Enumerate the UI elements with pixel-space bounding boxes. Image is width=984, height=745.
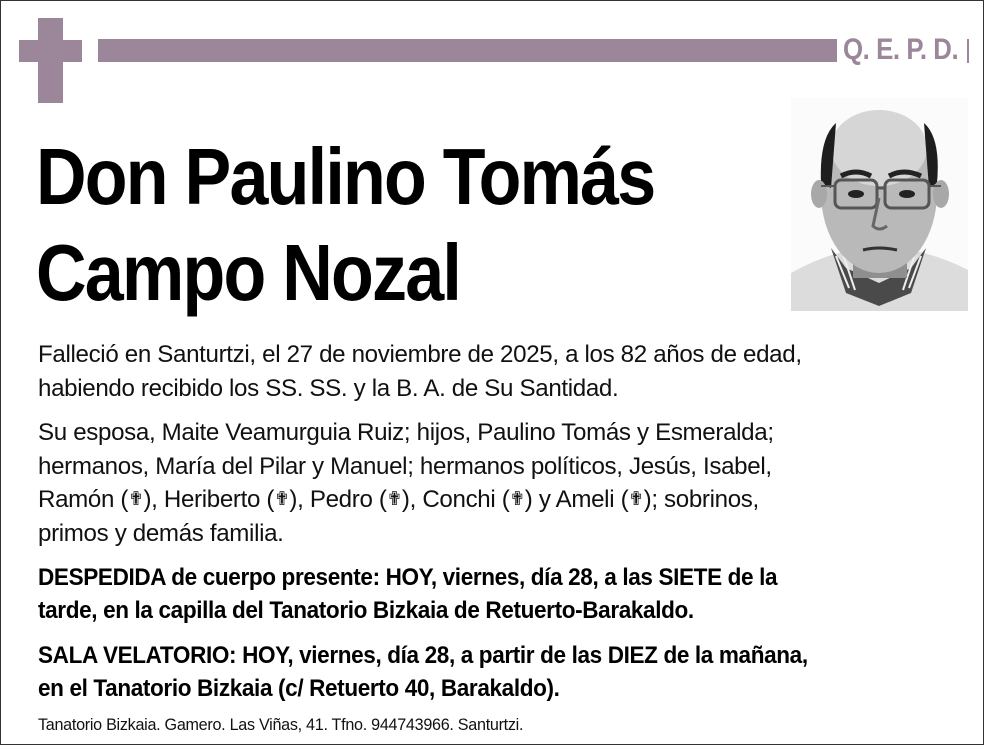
- wake-line: SALA VELATORIO: HOY, viernes, día 28, a partir de las DIEZ de la mañana,: [38, 642, 808, 669]
- family-text-segment: ), Conchi (: [401, 486, 510, 513]
- funeral-home-footer: [38, 714, 968, 736]
- family-text-segment: ), Heriberto (: [143, 486, 275, 513]
- family-text-segment: ) y Ameli (: [524, 486, 629, 513]
- family-line-deceased-siblings: [38, 483, 954, 517]
- family-text-segment: ), Pedro (: [289, 486, 387, 513]
- funeral-home-info: Tanatorio Bizkaia. Gamero. Las Viñas, 41. Tfno. 944743966. Santurtzi.: [38, 715, 524, 734]
- portrait-photo: [791, 98, 968, 311]
- deceased-cross-icon: ✟: [509, 489, 525, 510]
- header-rule-end: [967, 39, 969, 63]
- farewell-paragraph: [38, 561, 968, 628]
- deceased-cross-icon: ✟: [128, 489, 144, 510]
- family-text-segment: Ramón (: [38, 486, 129, 513]
- header-rule: [98, 39, 837, 62]
- family-line: primos y demás familia.: [38, 519, 284, 547]
- farewell-line: tarde, en la capilla del Tanatorio Bizkaia de Retuerto-Barakaldo.: [38, 597, 694, 625]
- deceased-name: [36, 129, 736, 321]
- latin-cross-icon-arm: [19, 40, 82, 62]
- qepd-label: Q. E. P. D.: [843, 33, 959, 66]
- farewell-line: DESPEDIDA de cuerpo presente: HOY, viernes, día 28, a las SIETE de la: [38, 564, 778, 591]
- family-line: Su esposa, Maite Veamurguia Ruiz; hijos, Paulino Tomás y Esmeralda;: [38, 419, 774, 446]
- wake-line: en el Tanatorio Bizkaia (c/ Retuerto 40, Barakaldo).: [38, 675, 560, 703]
- death-notice-line: Falleció en Santurtzi, el 27 de noviembre de 2025, a los 82 años de edad,: [38, 341, 802, 368]
- death-notice-line: habiendo recibido los SS. SS. y la B. A. de Su Santidad.: [38, 374, 619, 402]
- deceased-cross-icon: ✟: [628, 489, 644, 510]
- deceased-name-line-1: Don Paulino Tomás: [36, 132, 655, 221]
- death-notice-paragraph: [38, 338, 968, 405]
- deceased-cross-icon: ✟: [274, 489, 290, 510]
- family-paragraph: [38, 416, 968, 550]
- wake-paragraph: [38, 639, 968, 706]
- family-text-segment: ); sobrinos,: [643, 486, 759, 513]
- deceased-cross-icon: ✟: [386, 489, 402, 510]
- deceased-name-line-2: Campo Nozal: [36, 228, 461, 317]
- family-line: hermanos, María del Pilar y Manuel; hermanos políticos, Jesús, Isabel,: [38, 452, 772, 480]
